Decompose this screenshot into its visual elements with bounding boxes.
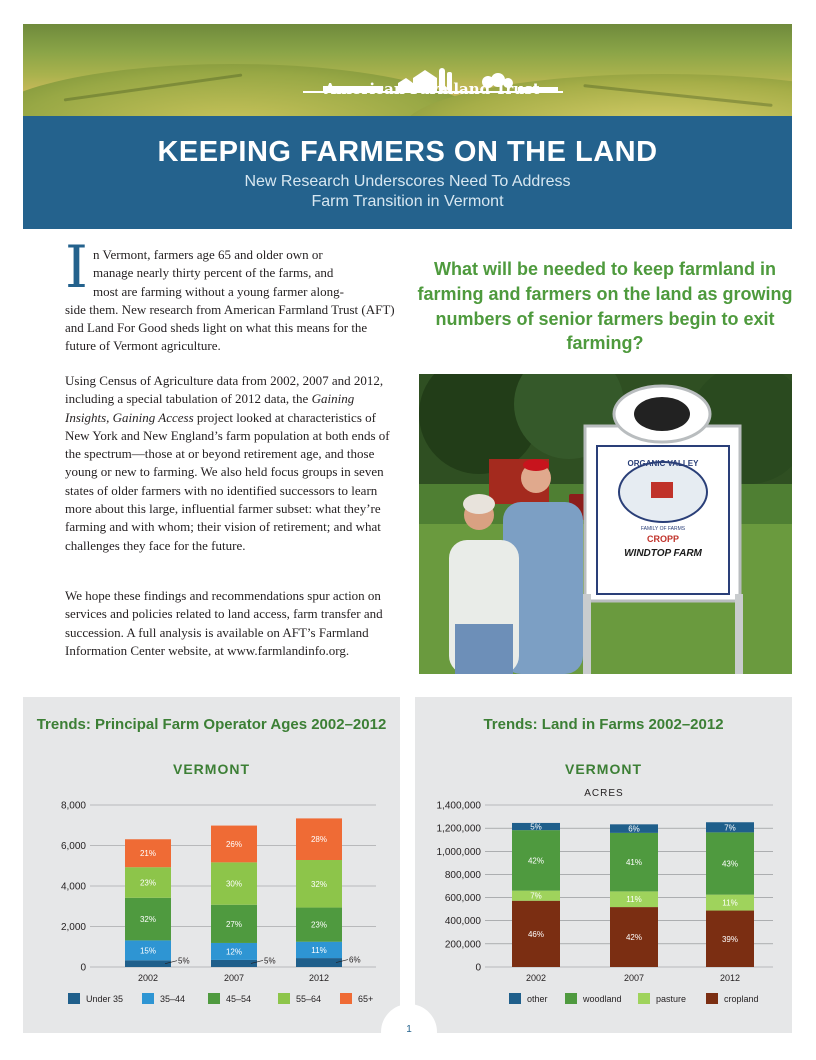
page-subtitle (23, 172, 792, 212)
x-tick-label: 2002 (137, 973, 159, 983)
data-label: 5% (178, 956, 190, 966)
y-tick-label: 4,000 (60, 881, 86, 893)
data-label: 32% (139, 915, 157, 925)
legend-label: 45–54 (226, 994, 252, 1004)
intro-paragraph-1 (65, 246, 395, 356)
legend-swatch (340, 993, 352, 1004)
y-tick-label: 1,400,000 (436, 800, 481, 812)
sign-text: FAMILY OF FARMS (640, 526, 686, 532)
x-tick-label: 2012 (719, 973, 741, 983)
text-line: most are farming without a young farmer along- (93, 283, 344, 299)
pull-quote: What will be needed to keep farmland in farming and farmers on the land as growing numbers of senior farmers begin to exit farming? (417, 259, 793, 354)
data-label: 7% (530, 891, 542, 901)
y-tick-label: 2,000 (60, 922, 86, 933)
subtitle-line: New Research Underscores Need To Address (244, 173, 571, 190)
data-label: 15% (139, 946, 157, 956)
sign-text: ORGANIC VALLEY (627, 459, 699, 468)
text-line: manage nearly thirty percent of the farms, and (93, 265, 334, 281)
legend-swatch (142, 993, 154, 1004)
data-label: 5% (264, 956, 276, 966)
sign-text: CROPP (646, 534, 680, 544)
y-tick-label: 600,000 (444, 893, 481, 905)
legend-swatch (638, 993, 650, 1004)
photo-illustration (419, 374, 792, 674)
y-tick-label: 1,200,000 (436, 823, 481, 835)
project-name: Gaining Insights, Gaining Access (65, 391, 355, 425)
data-label: 6% (628, 824, 640, 834)
legend-label: Under 35 (86, 994, 124, 1004)
chart-subtitle: VERMONT (565, 761, 642, 777)
chart-panel-operator-ages (23, 697, 400, 1033)
intro-paragraph-3: We hope these findings and recommendations spur action on services and policies related to land access, farm transfer and succession. A full analysis is available on AFT’s Farmland Information Center website, at www.farmlandinfo.org. (65, 588, 383, 658)
drop-cap: I (65, 233, 88, 301)
data-label: 46% (527, 929, 545, 939)
data-label: 7% (724, 823, 736, 833)
legend-label: 35–44 (160, 994, 186, 1004)
data-label: 42% (527, 856, 545, 866)
subtitle-line: Farm Transition in Vermont (311, 193, 504, 210)
x-tick-label: 2007 (623, 973, 645, 983)
text-block: side them. New research from American Farmland Trust (AFT) and Land For Good sheds light on what this means for the future of Vermont agriculture. (65, 301, 395, 354)
y-tick-label: 400,000 (444, 916, 481, 928)
data-label: 30% (225, 879, 243, 889)
operator-ages-chart (23, 697, 400, 1033)
legend-swatch (565, 993, 577, 1004)
x-tick-label: 2007 (223, 973, 245, 983)
data-label: 12% (225, 947, 243, 957)
y-tick-label: 0 (80, 962, 86, 974)
farmers-photo (419, 374, 792, 674)
chart-panel-land-in-farms (415, 697, 792, 1033)
bar-segment (211, 960, 257, 967)
legend-label: cropland (724, 994, 759, 1004)
data-label: 21% (139, 849, 157, 859)
land-in-farms-chart (415, 697, 792, 1033)
legend-label: 55–64 (296, 994, 322, 1004)
title-bar (23, 116, 792, 229)
page-number: 1 (406, 1024, 412, 1035)
data-label: 6% (349, 955, 361, 965)
legend-swatch (68, 993, 80, 1004)
legend-label: pasture (656, 994, 687, 1004)
data-label: 23% (139, 878, 157, 888)
text-line: n Vermont, farmers age 65 and older own or (93, 247, 323, 262)
y-tick-label: 6,000 (60, 841, 86, 852)
legend-swatch (208, 993, 220, 1004)
intro-paragraph-2 (65, 372, 395, 555)
text-run: Using Census of Agriculture data from 2002, 2007 and 2012, including a special tabulation of 2012 data, the (65, 373, 384, 407)
data-label: 26% (225, 839, 243, 849)
bar-segment (125, 960, 171, 967)
legend-label: 65+ (358, 994, 374, 1004)
y-tick-label: 200,000 (444, 939, 481, 951)
data-label: 11% (626, 895, 642, 905)
chart-title: Trends: Principal Farm Operator Ages 2002–2012 (36, 716, 387, 733)
data-label: 39% (721, 934, 739, 944)
legend-swatch (509, 993, 521, 1004)
org-name: American Farmland Trust (324, 80, 540, 98)
data-label: 43% (721, 859, 739, 869)
page-title: KEEPING FARMERS ON THE LAND (157, 136, 658, 168)
data-label: 32% (310, 879, 328, 889)
legend-label: woodland (583, 994, 622, 1004)
data-label: 42% (625, 933, 643, 943)
y-tick-label: 0 (475, 962, 481, 974)
data-label: 27% (225, 919, 243, 929)
page-number-badge (381, 1004, 437, 1060)
y-tick-label: 800,000 (444, 869, 481, 881)
legend-swatch (278, 993, 290, 1004)
data-label: 5% (530, 822, 542, 832)
x-tick-label: 2002 (525, 973, 547, 983)
data-label: 11% (722, 898, 738, 908)
data-label: 23% (310, 920, 328, 930)
y-axis-label: ACRES (584, 788, 624, 799)
sign-text: WINDTOP FARM (624, 548, 702, 559)
legend-label: other (527, 994, 548, 1004)
data-label: 28% (310, 835, 328, 845)
legend-swatch (706, 993, 718, 1004)
bar-segment (296, 958, 342, 967)
text-run: project looked at characteristics of New York and New England’s farm population at both ends of the spectrum—those at or beyond retirement age, and those young or new to farming. We also held focus groups in seven states of older farmers with no identified successors to learn more about this large, influential farmer subset: what they’re farming and with whom; their vision of retirement; and what challenges they face for the future. (65, 409, 390, 553)
chart-title: Trends: Land in Farms 2002–2012 (483, 716, 724, 733)
data-label: 11% (311, 945, 327, 955)
y-tick-label: 1,000,000 (436, 846, 481, 858)
chart-subtitle: VERMONT (173, 761, 250, 777)
x-tick-label: 2012 (308, 973, 330, 983)
y-tick-label: 8,000 (60, 800, 86, 812)
header-banner (23, 24, 792, 116)
data-label: 41% (625, 858, 643, 868)
